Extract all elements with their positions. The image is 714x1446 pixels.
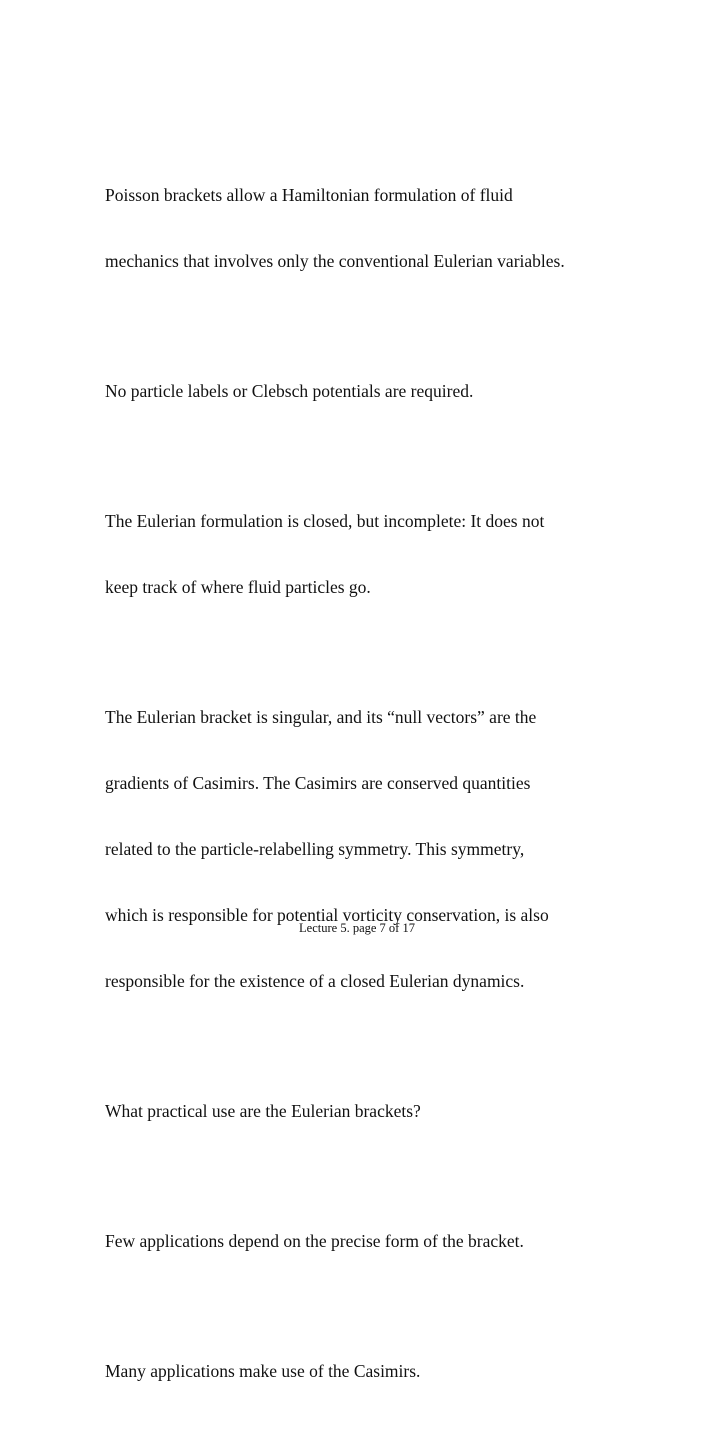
paragraph-many-applications <box>105 1316 625 1426</box>
paragraph-no-particle-labels <box>105 336 625 446</box>
text-line: Few applications depend on the precise form of the bracket. <box>105 1231 524 1251</box>
text-line: No particle labels or Clebsch potentials are required. <box>105 381 474 401</box>
text-line: The Eulerian bracket is singular, and its “null vectors” are the <box>105 707 537 727</box>
text-line: Many applications make use of the Casimirs. <box>105 1361 421 1381</box>
text-line: What practical use are the Eulerian brackets? <box>105 1101 421 1121</box>
paragraph-practical-use-question <box>105 1056 625 1166</box>
paragraph-few-applications <box>105 1186 625 1296</box>
text-line: Poisson brackets allow a Hamiltonian formulation of fluid <box>105 185 513 205</box>
text-line: keep track of where fluid particles go. <box>105 577 371 597</box>
text-line: mechanics that involves only the conventional Eulerian variables. <box>105 251 565 271</box>
text-line: The Eulerian formulation is closed, but incomplete: It does not <box>105 511 545 531</box>
page-body <box>105 140 625 1446</box>
text-line: which is responsible for potential vorticity conservation, is also <box>105 905 549 925</box>
text-line: responsible for the existence of a closed Eulerian dynamics. <box>105 971 525 991</box>
text-line: related to the particle-relabelling symmetry. This symmetry, <box>105 839 525 859</box>
text-line: gradients of Casimirs. The Casimirs are conserved quantities <box>105 773 531 793</box>
paragraph-singular-bracket <box>105 662 625 1036</box>
page-footer: Lecture 5. page 7 of 17 <box>299 921 415 935</box>
paragraph-eulerian-closed <box>105 466 625 642</box>
paragraph-hamiltonian-formulation <box>105 140 625 316</box>
